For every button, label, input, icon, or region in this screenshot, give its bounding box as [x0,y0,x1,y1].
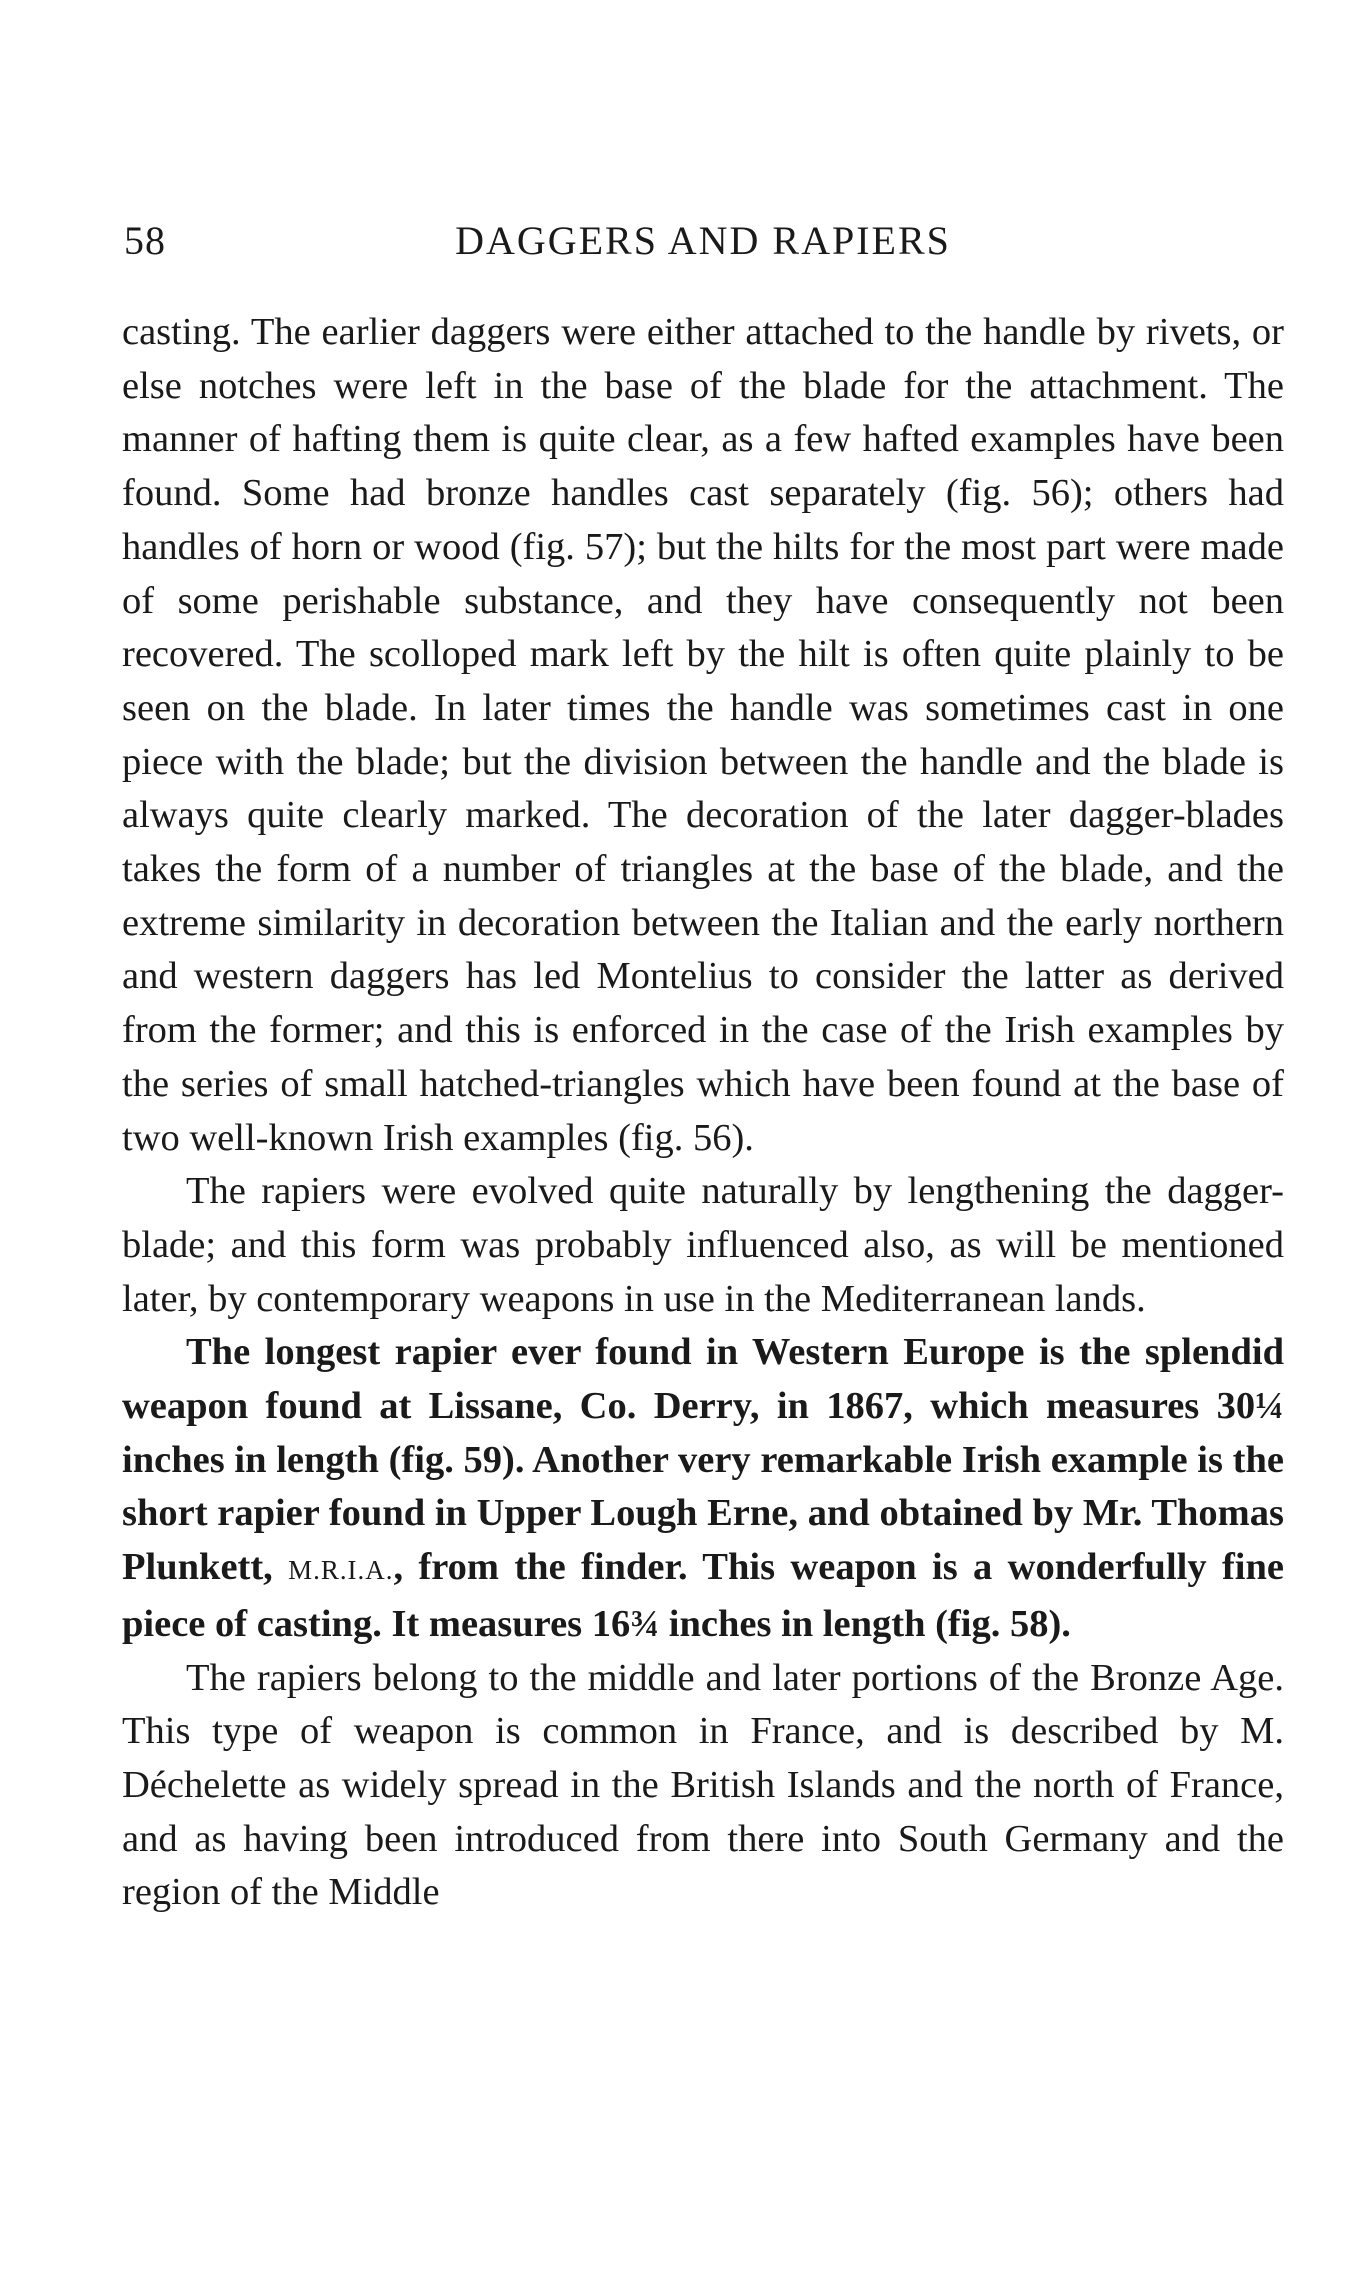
page-header [122,217,1284,267]
small-caps-abbreviation: M.R.I.A. [288,1555,394,1586]
paragraph-4: The rapiers belong to the middle and later portions of the Bronze Age. This type of weapon is common in France, and is described by M. Déchelette as widely spread in the British Islands and the north of France, and as having been introduced from there into South Germany and the region of the Middle [122,1656,1284,1914]
running-title: DAGGERS AND RAPIERS [455,218,951,263]
paragraph-3 [122,1326,1284,1651]
paragraph-3-text-before: The longest rapier ever found in Western Europe is the splendid weapon found at Lissane, Co. Derry, in 1867, which measures 30¼ inches in length (fig. 59). Another very remarkable Irish example is the short rapier found in Upper Lough Erne, and obtained by Mr. Thomas Plunkett, [122,1331,1284,1589]
page-number: 58 [124,218,166,263]
paragraph-2: The rapiers were evolved quite naturally by lengthening the dagger-blade; and this form was probably influenced also, as will be mentioned later, by contemporary weapons in use in the Mediterranean lands. [122,1170,1284,1320]
paragraph-1: casting. The earlier daggers were either attached to the handle by rivets, or else notches were left in the base of the blade for the attachment. The manner of hafting them is quite clear, as a few hafted examples have been found. Some had bronze handles cast separately (fig. 56); others had handles of horn or wood (fig. 57); but the hilts for the most part were made of some perishable substance, and they have consequently not been recovered. The scolloped mark left by the hilt is often quite plainly to be seen on the blade. In later times the handle was sometimes cast in one piece with the blade; but the division between the handle and the blade is always quite clearly marked. The decoration of the later dagger-blades takes the form of a number of triangles at the base of the blade, and the extreme similarity in decoration between the Italian and the early northern and western daggers has led Montelius to consider the latter as derived from the former; and this is enforced in the case of the Irish examples by the series of small hatched-triangles which have been found at the base of two well-known Irish examples (fig. 56). [122,311,1284,1159]
book-page [122,0,1284,2293]
paragraph-3-text-after: , from the finder. This weapon is a wonderfully fine piece of casting. It measures 16¾ inches in length (fig. 58). [122,1546,1284,1645]
body-text [122,306,1284,1920]
